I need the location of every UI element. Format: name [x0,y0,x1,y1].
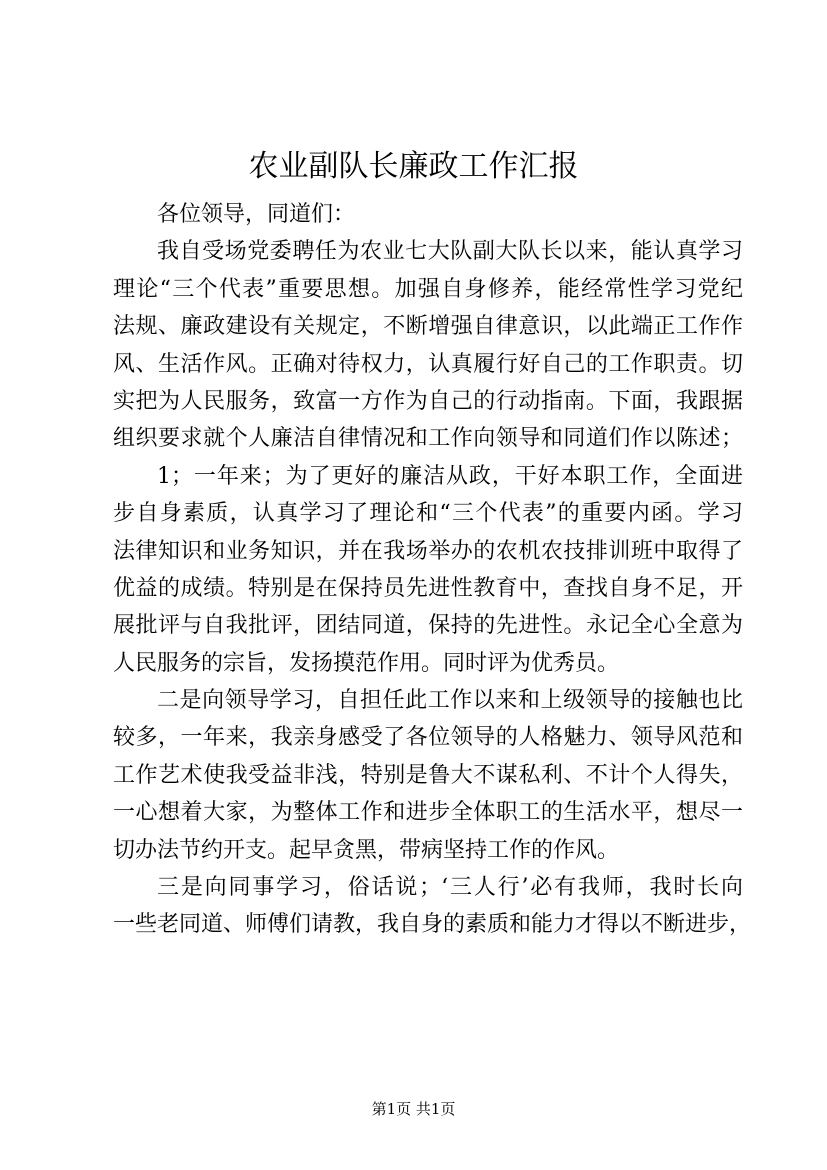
text-line: 理论“三个代表”重要思想。加强自身修养，能经常性学习党纪 [113,276,743,302]
document-title: 农业副队长廉政工作汇报 [248,149,579,184]
text-line: 人民服务的宗旨，发扬摸范作用。同时评为优秀员。 [113,650,620,676]
text-line: 切办法节约开支。起早贪黑，带病坚持工作的作风。 [113,837,620,863]
text-line: 风、生活作风。正确对待权力，认真履行好自己的工作职责。切 [113,351,743,377]
text-line: 各位领导，同道们： [157,202,356,227]
text-line: 三是向同事学习，俗话说；‘三人行’必有我师，我时长向 [157,875,743,901]
text-line: 实把为人民服务，致富一方作为自己的行动指南。下面，我跟据 [113,388,743,414]
text-line: 优益的成绩。特别是在保持员先进性教育中，查找自身不足，开 [113,575,743,601]
text-line: 1；一年来；为了更好的廉洁从政，干好本职工作，全面进 [157,463,743,489]
text-line: 法规、廉政建设有关规定，不断增强自律意识，以此端正工作作 [113,314,743,340]
text-line: 工作艺术使我受益非浅，特别是鲁大不谋私利、不计个人得失， [113,762,743,788]
text-line: 一心想着大家，为整体工作和进步全体职工的生活水平，想尽一 [113,800,743,826]
text-line: 我自受场党委聘任为农业七大队副大队长以来，能认真学习 [157,239,743,265]
text-line: 组织要求就个人廉洁自律情况和工作向领导和同道们作以陈述； [113,426,743,452]
text-line: 法律知识和业务知识，并在我场举办的农机农技排训班中取得了 [113,538,743,564]
text-line: 一些老同道、师傅们请教，我自身的素质和能力才得以不断进步， [113,912,752,938]
document-body [113,196,752,944]
text-line: 步自身素质，认真学习了理论和“三个代表”的重要内函。学习 [113,501,743,527]
text-line: 较多，一年来，我亲身感受了各位领导的人格魅力、领导风范和 [113,725,743,751]
text-line: 二是向领导学习，自担任此工作以来和上级领导的接触也比 [157,688,743,714]
text-line: 展批评与自我批评，团结同道，保持的先进性。永记全心全意为 [113,613,743,639]
page-footer: 第1页 共1页 [371,1100,456,1118]
